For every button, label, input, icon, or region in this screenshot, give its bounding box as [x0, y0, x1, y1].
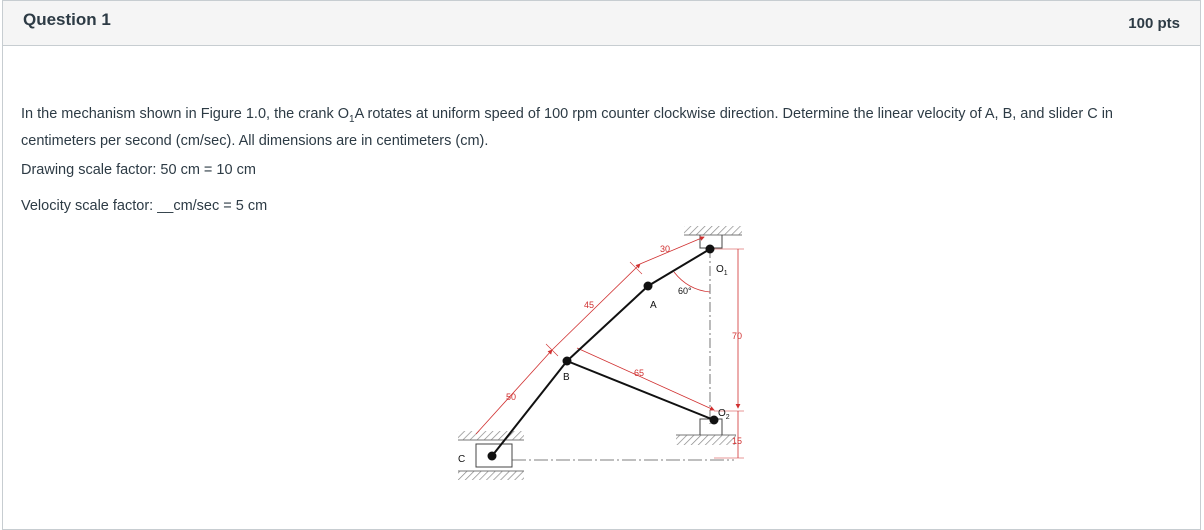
- slider-ground-bottom: [458, 471, 524, 480]
- dim-label-70: 70: [732, 331, 743, 341]
- joint-o1: [706, 245, 715, 254]
- joint-b: [563, 357, 572, 366]
- label-o1: [716, 264, 728, 277]
- label-c: C: [458, 454, 466, 465]
- dim-line-65: [577, 348, 714, 410]
- question-text-part1: In the mechanism shown in Figure 1.0, the crank O: [21, 105, 350, 122]
- joint-a: [644, 282, 653, 291]
- dim-line-45: [552, 264, 640, 350]
- label-a: A: [650, 300, 657, 311]
- label-b: B: [563, 372, 570, 383]
- label-o1-sub: 1: [723, 270, 728, 277]
- label-o2-sub: 2: [725, 414, 730, 421]
- dim-label-50: 50: [506, 392, 517, 402]
- dim-label-15: 15: [732, 436, 743, 446]
- question-text: [21, 103, 1161, 154]
- velocity-scale-text: Velocity scale factor: __cm/sec = 5 cm: [21, 197, 268, 214]
- dim-label-45: 45: [584, 300, 595, 310]
- slider-ground-top: [458, 431, 524, 440]
- dim-label-30: 30: [660, 244, 671, 254]
- ground-bottom: [676, 435, 736, 445]
- link-o1-a: [648, 249, 710, 286]
- label-o2-main: O: [718, 408, 726, 419]
- ground-top: [684, 226, 742, 235]
- question-points: 100 pts: [1128, 14, 1180, 32]
- dim-line-30: [640, 237, 704, 264]
- question-text-part2: A rotates at uniform speed of 100 rpm counter clockwise direction. Determine the linear velocity of A, B, and slider C in centimeters per second (cm/sec). All dimensions are in centimeters (cm).: [21, 105, 1113, 150]
- drawing-scale-text: Drawing scale factor: 50 cm = 10 cm: [21, 161, 256, 178]
- question-text-sub: 1: [349, 113, 355, 125]
- label-o1-main: O: [716, 264, 724, 275]
- question-title: Question 1: [23, 10, 111, 29]
- dim-label-angle: 60°: [678, 286, 692, 296]
- joint-c: [488, 452, 497, 461]
- dim-label-65: 65: [634, 368, 645, 378]
- question-header: [3, 1, 1200, 46]
- mechanism-figure: [452, 224, 752, 496]
